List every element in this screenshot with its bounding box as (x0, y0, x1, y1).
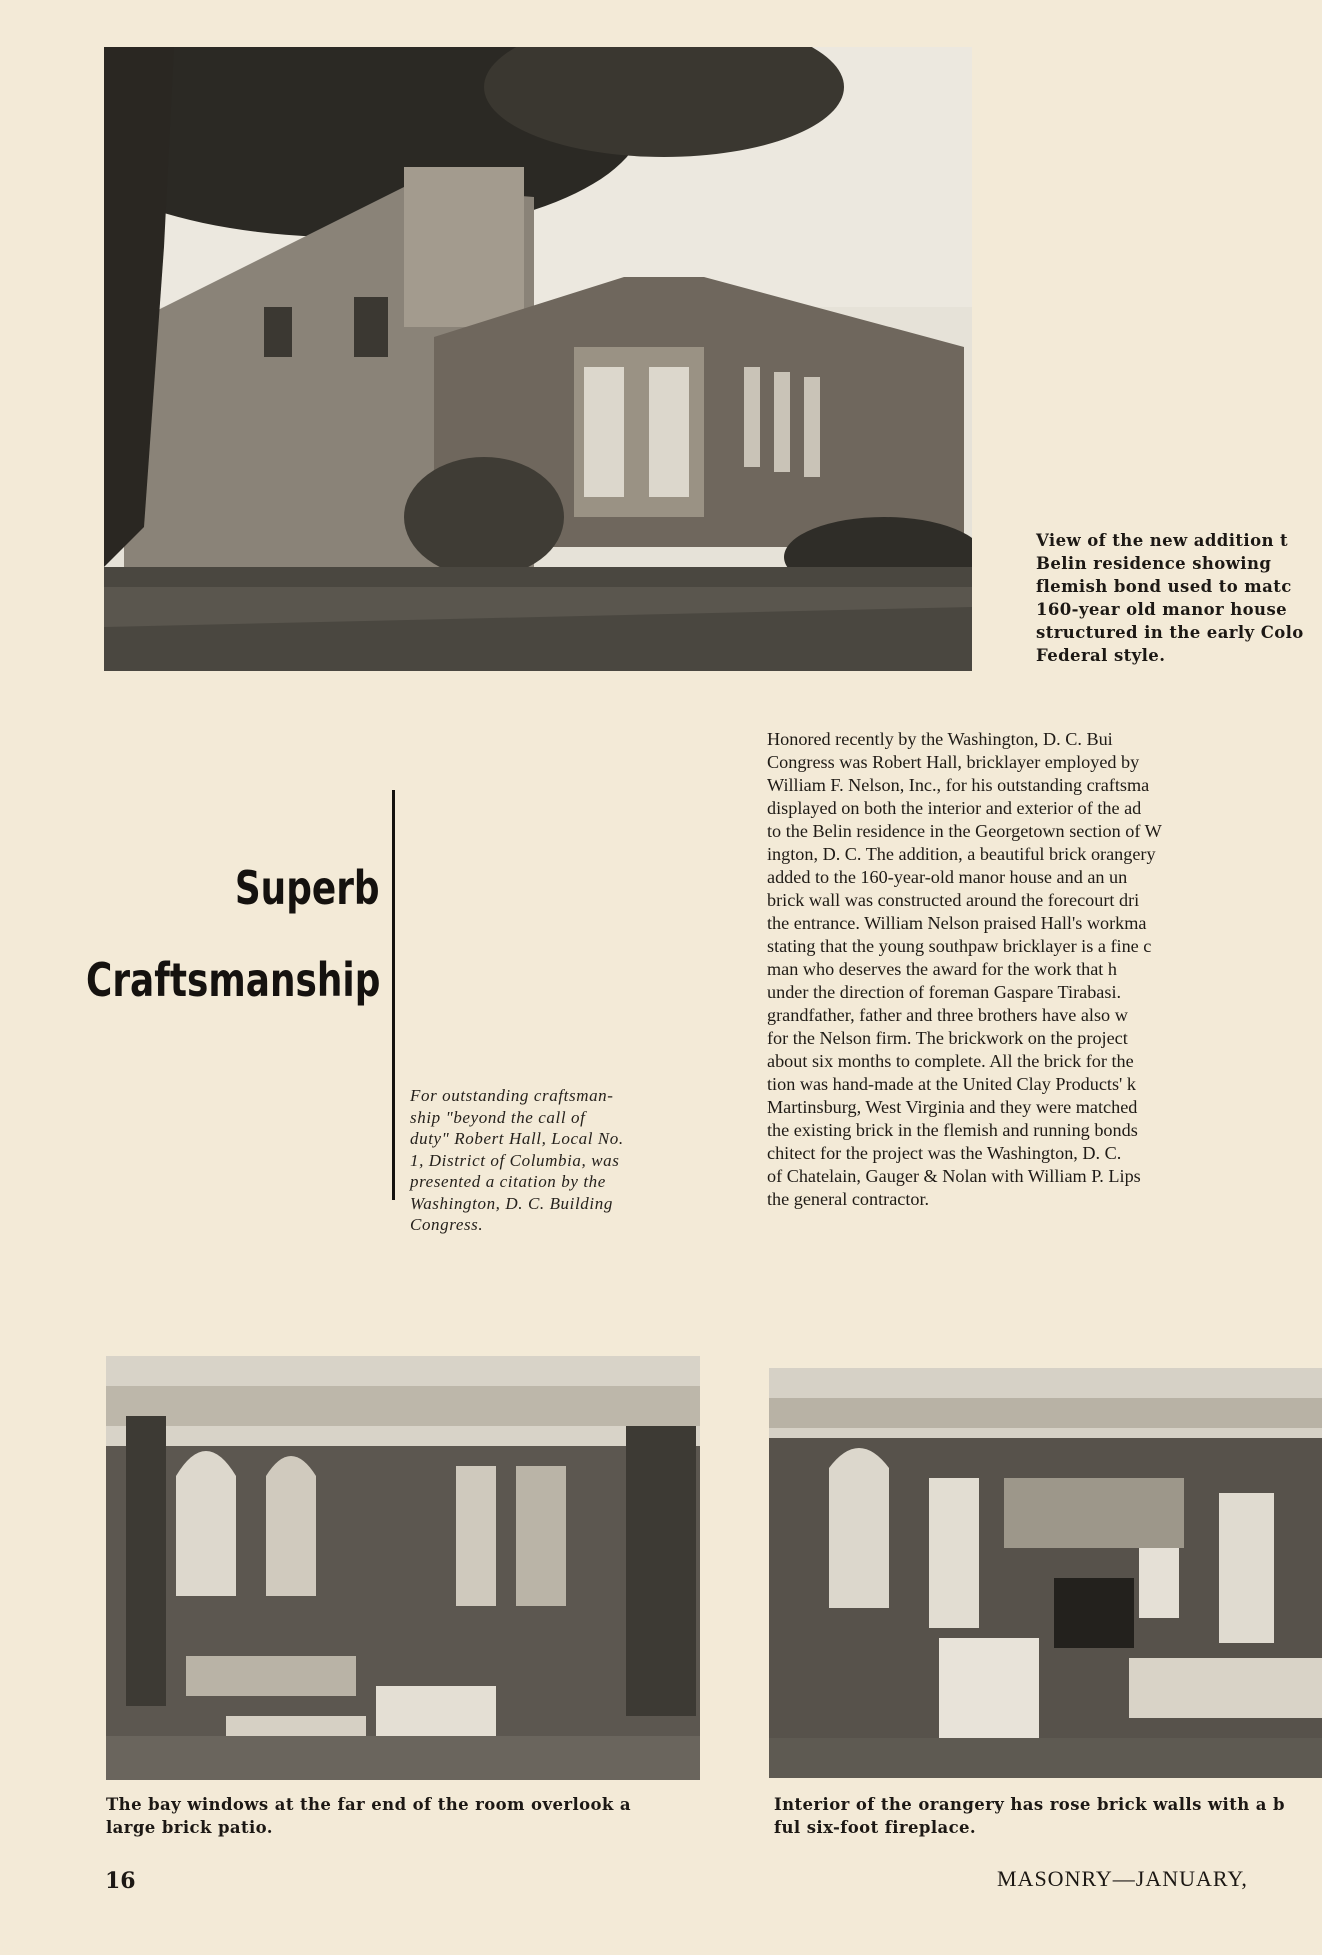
article-dek: For outstanding craftsman- ship "beyond the call of duty" Robert Hall, Local No. 1, District of Columbia, was presented a citation by the Washington, D. C. Building Congress. (410, 1086, 624, 1234)
page-number: 16 (105, 1868, 136, 1894)
article-body: Honored recently by the Washington, D. C. Bui Congress was Robert Hall, bricklayer employed by William F. Nelson, Inc., for his outstanding craftsma displayed on both the interior and exterior of the ad to the Belin residence in the Georgetown section of W ington, D. C. The addition, a beautiful brick orangery added to the 160-year-old manor house and an un brick wall was constructed around the forecourt dri the entrance. William Nelson praised Hall's workma stating that the young southpaw bricklayer is a fine c man who deserves the award for the work that h under the direction of foreman Gaspare Tirabasi. grandfather, father and three brothers have also w for the Nelson firm. The brickwork on the project about six months to complete. All the brick for the tion was hand-made at the United Clay Products' k Martinsburg, West Virginia and they were matched the existing brick in the flemish and running bonds chitect for the project was the Washington, D. C. of Chatelain, Gauger & Nolan with William P. Lips the general contractor. (767, 729, 1162, 1209)
interior-bay-windows-caption: The bay windows at the far end of the room overlook a large brick patio. (106, 1795, 631, 1837)
exterior-photo (104, 47, 972, 671)
interior-fireplace-caption: Interior of the orangery has rose brick walls with a b ful six-foot fireplace. (774, 1795, 1285, 1837)
running-title: MASONRY—JANUARY, (997, 1866, 1248, 1891)
exterior-photo-caption: View of the new addition t Belin residence showing flemish bond used to matc 160-year old manor house structured in the early Colo Federal style. (1036, 531, 1304, 665)
title-vertical-rule (392, 790, 395, 1200)
interior-bay-windows-photo (106, 1356, 700, 1780)
interior-fireplace-photo (769, 1368, 1322, 1778)
article-title-line-1: Superb (235, 861, 380, 915)
article-title-line-2: Craftsmanship (85, 953, 380, 1007)
